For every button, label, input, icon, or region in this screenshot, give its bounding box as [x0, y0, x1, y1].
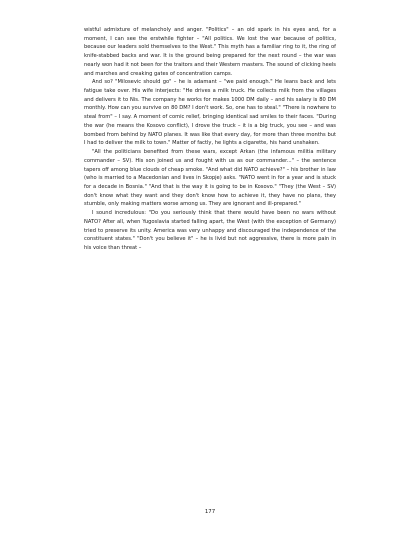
- paragraph-1: wistful admixture of melancholy and anger. "Politics" – an old spark in his eyes and, for a moment, I can see the erstwhile fighter – "All politics. We lost the war because of politics, because our leaders sold themselves to the West." This myth has a familiar ring to it, the ring of knife-stabbed backs and war. It is the ground being prepared for the next round – the war was nearly won had it not been for the traitors and their Western masters. The sound of clicking heels and marches and creaking gates of concentration camps.: [84, 27, 336, 77]
- paragraph-2: And so? "Milosevic should go" – he is adamant – "we paid enough." He leans back and lets fatigue take over. His wife interjects: "He drives a milk truck. He collects milk from the villages and delivers it to Nis. The company he works for makes 1000 DM daily – and his salary is 80 DM monthly. How can you survive on 80 DM? I don't work. So, one has to steal." "There is nowhere to steal from" – I say. A moment of comic relief, bringing identical sad smiles to their faces. "During the war (he means the Kosovo conflict), I drove the truck – it is a big truck, you see – and was bombed from behind by NATO planes. It was like that every day, for more than three months but I had to deliver the milk to town." Matter of factly, he lights a cigarette, his hand unshaken.: [84, 79, 336, 147]
- body-text: [84, 26, 336, 253]
- paragraph-3: "All the politicians benefited from these wars, except Arkan (the infamous militia military commander – SV). His son joined us and fought with us as our commander..." – the sentence tapers off among blue clouds of cheap smoke. "And what did NATO achieve?" – his brother in law (who is married to a Macedonian and lives in Skopje) asks. "NATO went in for a year and is stuck for a decade in Bosnia." "And that is the way it is going to be in Kosovo." "They (the West – SV) don't know what they want and they don't know how to achieve it, they have no plans, they stumble, only making matters worse among us. They are ignorant and ill-prepared.": [84, 149, 336, 208]
- paragraph-4: I sound incredulous: "Do you seriously think that there would have been no wars without NATO? After all, when Yugoslavia started falling apart, the West (with the exception of Germany) tried to preserve its unity. America was very unhappy and discouraged the independence of the constituent states." "Don't you believe it" – he is livid but not aggressive, there is more pain in his voice than threat –: [84, 210, 336, 251]
- page-number: 177: [204, 509, 216, 515]
